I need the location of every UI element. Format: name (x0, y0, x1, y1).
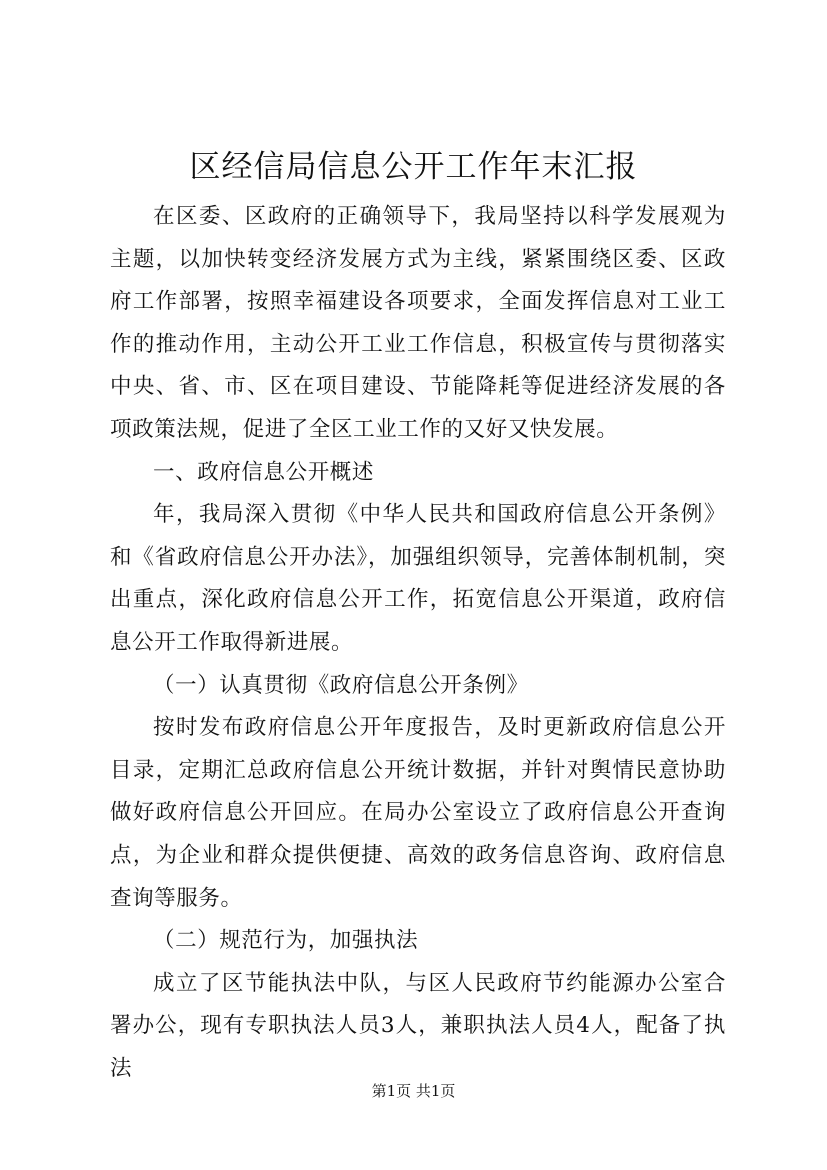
section-heading-overview: 一、政府信息公开概述 (153, 459, 375, 485)
overview-paragraph: 年，我局深入贯彻《中华人民共和国政府信息公开条例》和《省政府信息公开办法》，加强组织领导，完善体制机制，突出重点，深化政府信息公开工作，拓宽信息公开渠道，政府信息公开工作取得新进展。 (110, 502, 726, 655)
document-title: 区经信局信息公开工作年末汇报 (189, 149, 638, 185)
subsection-heading-2: （二）规范行为，加强执法 (153, 928, 419, 954)
intro-paragraph: 在区委、区政府的正确领导下，我局坚持以科学发展观为主题，以加快转变经济发展方式为主线，紧紧围绕区委、区政府工作部署，按照幸福建设各项要求，全面发挥信息对工业工作的推动作用，主动公开工业工作信息，积极宣传与贯彻落实中央、省、市、区在项目建设、节能降耗等促进经济发展的各项政策法规，促进了全区工业工作的又好又快发展。 (110, 204, 726, 442)
page-footer: 第1页 共1页 (371, 1082, 456, 1100)
subsection-2-paragraph: 成立了区节能执法中队，与区人民政府节约能源办公室合署办公，现有专职执法人员3人，兼职执法人员4人，配备了执法 (110, 970, 726, 1081)
subsection-heading-1: （一）认真贯彻《政府信息公开条例》 (153, 672, 529, 698)
document-body (110, 196, 726, 1090)
subsection-1-paragraph: 按时发布政府信息公开年度报告，及时更新政府信息公开目录，定期汇总政府信息公开统计数据，并针对舆情民意协助做好政府信息公开回应。在局办公室设立了政府信息公开查询点，为企业和群众提供便捷、高效的政务信息咨询、政府信息查询等服务。 (110, 715, 726, 911)
